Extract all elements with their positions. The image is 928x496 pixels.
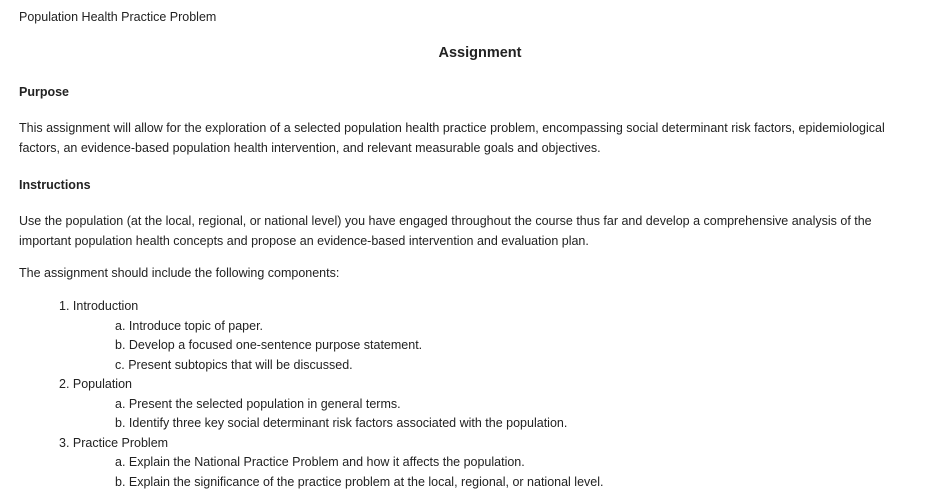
instructions-heading: Instructions	[19, 178, 91, 192]
outline-subitem: a. Introduce topic of paper.	[115, 319, 264, 333]
document-title: Population Health Practice Problem	[19, 10, 217, 24]
purpose-heading: Purpose	[19, 85, 70, 99]
outline-subitem: b. Develop a focused one-sentence purpose statement.	[115, 338, 423, 352]
outline-item-introduction: 1. Introduction	[59, 299, 139, 313]
instructions-paragraph: Use the population (at the local, regional, or national level) you have engaged throughout the course thus far and develop a comprehensive analysis of the important population health concepts and propose an evidence-based intervention and evaluation plan.	[19, 214, 872, 248]
purpose-paragraph: This assignment will allow for the exploration of a selected population health practice problem, encompassing social determinant risk factors, epidemiological factors, an evidence-based population health intervention, and relevant measurable goals and objectives.	[19, 121, 885, 155]
outline-item-practice-problem: 3. Practice Problem	[59, 436, 169, 450]
outline-subitem: a. Present the selected population in general terms.	[115, 397, 401, 411]
outline-subitem: b. Identify three key social determinant risk factors associated with the population.	[115, 416, 568, 430]
outline-subitem: c. Present subtopics that will be discussed.	[115, 358, 353, 372]
outline-subitem: b. Explain the significance of the practice problem at the local, regional, or national level.	[115, 475, 604, 489]
outline-subitem: a. Explain the National Practice Problem and how it affects the population.	[115, 455, 525, 469]
outline-item-population: 2. Population	[59, 377, 132, 391]
assignment-heading: Assignment	[438, 45, 522, 61]
components-intro: The assignment should include the following components:	[19, 266, 340, 280]
